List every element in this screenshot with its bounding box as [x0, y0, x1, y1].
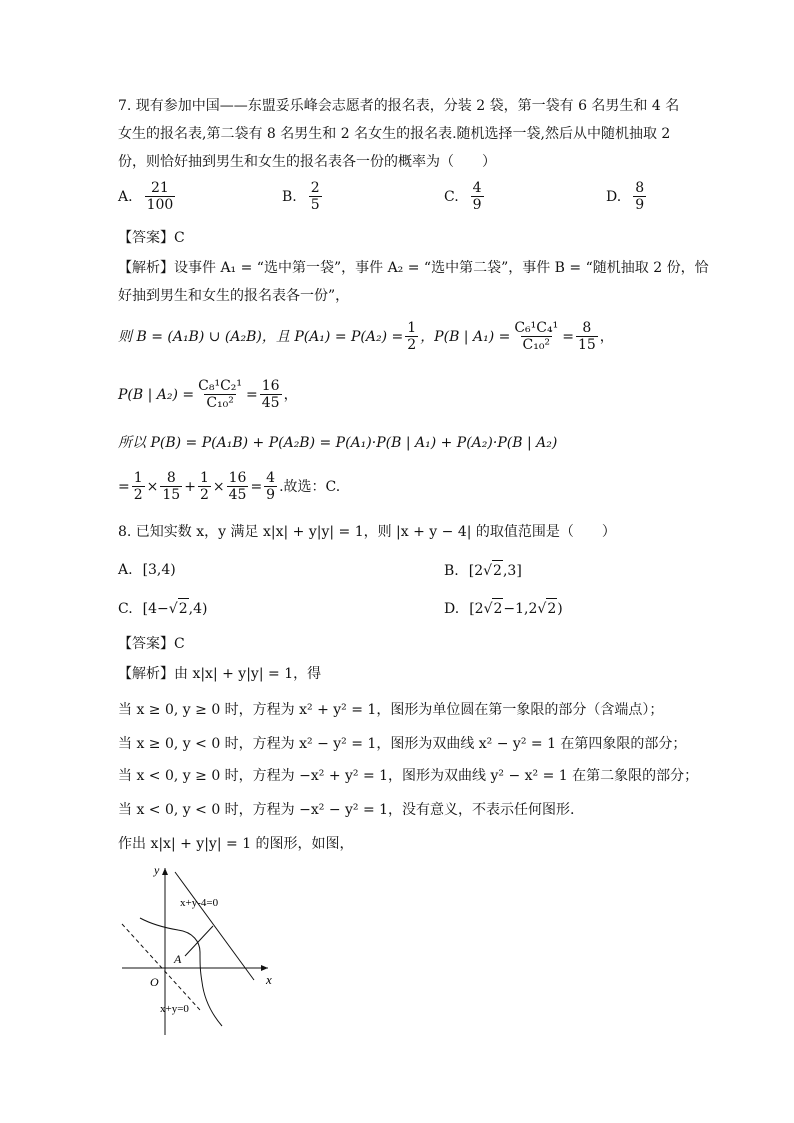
q7-formula-3: 所以 P(B) = P(A₁B) + P(A₂B) = P(A₁)·P(B | A₁) + P(A₂)·P(B | A₂): [118, 435, 558, 451]
formula-fraction: [198, 470, 211, 503]
fraction-denominator: C₁₀²: [522, 337, 551, 353]
formula-fraction: [196, 378, 244, 411]
formula-fraction: [260, 378, 282, 411]
fraction-denominator: 45: [261, 395, 280, 411]
q8-answer: 【答案】C: [118, 636, 185, 652]
q7-option-b: [282, 180, 324, 213]
option-fraction: [471, 180, 484, 213]
q8-option-a: [118, 560, 176, 580]
option-text: [2: [469, 600, 484, 617]
formula-operator: ×: [146, 478, 159, 495]
fraction-numerator: 8: [582, 320, 592, 336]
q7-answer: 【答案】C: [118, 230, 185, 246]
option-label: A.: [118, 562, 133, 578]
fraction-denominator: C₁₀²: [206, 395, 234, 411]
q8-draw-line: 作出 x|x| + y|y| = 1 的图形，如图，: [118, 836, 354, 852]
q8-case-4: 当 x < 0, y < 0 时，方程为 −x² − y² = 1，没有意义，不表示任何图形.: [118, 802, 575, 818]
x-axis-arrow: [261, 965, 268, 971]
fraction-numerator: 16: [228, 470, 247, 486]
fraction-numerator: 4: [472, 180, 482, 196]
q7-option-a: [118, 180, 177, 213]
perpendicular-segment: [185, 926, 213, 956]
q8-case-2: 当 x ≥ 0, y < 0 时，方程为 x² − y² = 1，图形为双曲线 x² − y² = 1 在第四象限的部分；: [118, 736, 687, 752]
asymptote-label: x+y=0: [160, 1003, 189, 1015]
sqrt-radicand: 2: [178, 598, 189, 619]
formula-text: ，: [599, 328, 614, 345]
fraction-denominator: 2: [133, 487, 143, 503]
formula-text: .故选：C.: [279, 478, 341, 495]
fraction-numerator: 21: [151, 180, 169, 196]
graph-svg: [118, 860, 288, 1040]
option-label: D.: [606, 188, 622, 205]
q7-formula-4: [118, 470, 340, 503]
formula-fraction: [512, 320, 560, 353]
q7-option-d: [606, 180, 648, 213]
option-text: ,3]: [502, 562, 522, 579]
fraction-numerator: 2: [310, 180, 320, 196]
formula-fraction: [160, 470, 182, 503]
fraction-denominator: 100: [146, 197, 174, 213]
fraction-numerator: 16: [261, 378, 280, 394]
formula-fraction: [405, 320, 418, 353]
formula-equals: =: [246, 386, 258, 403]
fraction-numerator: 1: [199, 470, 209, 486]
q7-explain-line-1: 【解析】设事件 A₁ = “选中第一袋”，事件 A₂ = “选中第二袋”，事件 B = “随机抽取 2 份，恰: [118, 260, 709, 276]
option-label: B.: [282, 188, 297, 205]
fraction-denominator: 2: [407, 337, 417, 353]
graph-figure: [118, 860, 288, 1040]
q7-formula-1: [118, 320, 614, 353]
fraction-denominator: 5: [310, 197, 320, 213]
sqrt-radicand: 2: [492, 560, 503, 581]
option-label: D.: [444, 600, 460, 617]
fraction-denominator: 45: [228, 487, 247, 503]
q8-option-c: C. [4− √ 2 ,4): [118, 598, 207, 619]
q7-option-c: [444, 180, 486, 213]
x-axis-label: x: [266, 972, 272, 987]
option-text: [3,4): [142, 562, 176, 578]
fraction-numerator: 1: [133, 470, 143, 486]
option-text: −1,2: [503, 600, 538, 617]
line-x-plus-y-minus-4: [175, 872, 254, 980]
formula-equals: =: [562, 328, 574, 345]
option-label: A.: [118, 188, 133, 205]
line-label: x+y-4=0: [180, 897, 219, 909]
option-label: B.: [444, 562, 459, 579]
fraction-denominator: 15: [162, 487, 181, 503]
formula-fraction: [227, 470, 249, 503]
fraction-denominator: 2: [199, 487, 209, 503]
q8-line-1: 8. 已知实数 x，y 满足 x|x| + y|y| = 1，则 |x + y − 4| 的取值范围是（ ）: [118, 524, 616, 540]
fraction-numerator: C₈¹C₂¹: [198, 378, 243, 394]
fraction-denominator: 9: [266, 487, 276, 503]
formula-fraction: [576, 320, 598, 353]
fraction-numerator: 8: [166, 470, 176, 486]
q8-explain-line-1: 【解析】由 x|x| + y|y| = 1，得: [118, 666, 322, 682]
formula-equals: =: [118, 478, 130, 495]
fraction-denominator: 9: [635, 197, 645, 213]
option-text: ,4): [188, 600, 208, 617]
q7-line-1: 7. 现有参加中国——东盟妥乐峰会志愿者的报名表，分装 2 袋，第一袋有 6 名男生和 4 名: [118, 98, 680, 114]
option-text: [4−: [142, 600, 169, 617]
option-text: ): [557, 600, 563, 617]
q8-option-d: D. [2 √ 2 −1,2 √ 2 ): [444, 598, 563, 619]
fraction-numerator: 8: [635, 180, 645, 196]
formula-fraction: [132, 470, 145, 503]
q8-case-3: 当 x < 0, y ≥ 0 时，方程为 −x² + y² = 1，图形为双曲线 y² − x² = 1 在第二象限的部分；: [118, 768, 699, 784]
option-fraction: [633, 180, 646, 213]
option-label: C.: [444, 188, 459, 205]
y-axis-arrow: [162, 868, 168, 875]
formula-text: ，P(B | A₁) =: [420, 328, 511, 345]
sqrt-radicand: 2: [492, 598, 503, 619]
fraction-denominator: 15: [577, 337, 596, 353]
y-axis-label: y: [154, 863, 160, 877]
formula-fraction: [264, 470, 277, 503]
option-text: [2: [468, 562, 484, 579]
option-fraction: [145, 180, 176, 213]
sqrt-radicand: 2: [546, 598, 557, 619]
asymptote-x-plus-y: [122, 924, 200, 1010]
q7-explain-line-2: 好抽到男生和女生的报名表各一份”，: [118, 288, 350, 304]
option-label: C.: [118, 600, 133, 617]
formula-operator: +: [184, 478, 196, 495]
formula-text: ，: [283, 386, 298, 403]
option-fraction: [309, 180, 322, 213]
q8-option-b: B. [2 √ 2 ,3]: [444, 560, 522, 581]
formula-operator: ×: [212, 478, 225, 495]
q8-case-1: 当 x ≥ 0, y ≥ 0 时，方程为 x² + y² = 1，图形为单位圆在第一象限的部分（含端点）；: [118, 702, 664, 718]
fraction-numerator: 4: [266, 470, 276, 486]
origin-label: O: [150, 975, 159, 989]
q7-line-2: 女生的报名表,第二袋有 8 名男生和 2 名女生的报名表.随机选择一袋,然后从中随机抽取 2: [118, 126, 671, 142]
q7-line-3: 份，则恰好抽到男生和女生的报名表各一份的概率为（ ）: [118, 154, 496, 170]
q7-formula-2: [118, 378, 298, 411]
formula-text: 则 B = (A₁B) ∪ (A₂B)，且 P(A₁) = P(A₂) =: [118, 328, 404, 345]
fraction-denominator: 9: [472, 197, 482, 213]
fraction-numerator: C₆¹C₄¹: [514, 320, 559, 336]
formula-equals: =: [250, 478, 263, 495]
point-a-label: A: [174, 952, 182, 966]
formula-text: P(B | A₂) =: [118, 386, 195, 403]
fraction-numerator: 1: [407, 320, 417, 336]
